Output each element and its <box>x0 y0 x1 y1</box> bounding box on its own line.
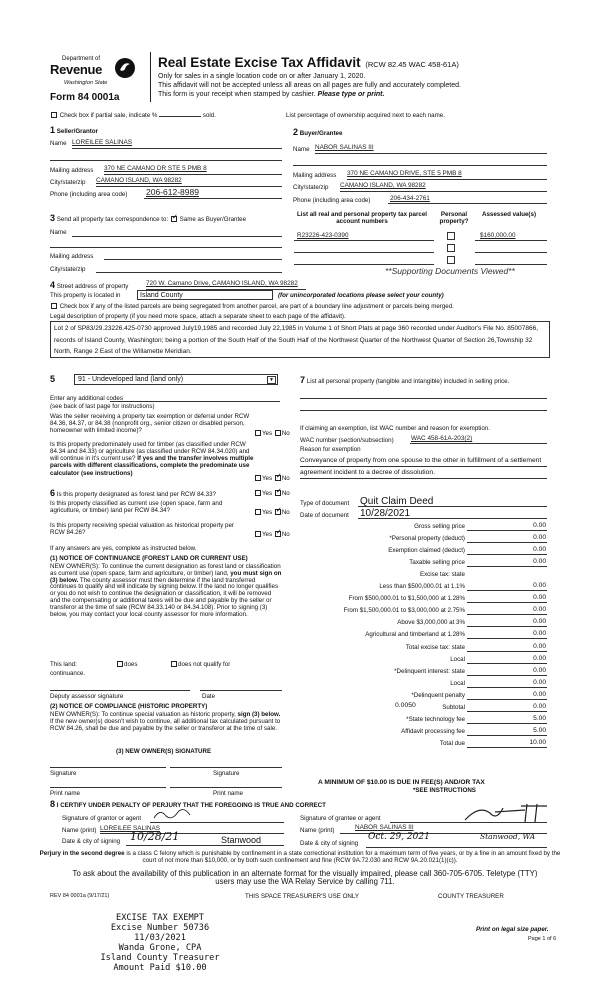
grantee-signature <box>455 800 555 824</box>
tax-row-label: Total due <box>439 740 465 747</box>
personal-header: Personal property? <box>439 211 469 226</box>
located-label: This property is located in <box>50 292 121 299</box>
seller-citystate-field[interactable]: CAMANO ISLAND, WA 98282 <box>96 177 182 184</box>
reason-label: Reason for exemption <box>300 446 361 453</box>
tax-row-label: Excise tax: state <box>419 571 465 578</box>
tax-row-value[interactable]: 0.00 <box>533 618 546 625</box>
tax-row-value[interactable]: 0.00 <box>533 594 546 601</box>
tax-row-value[interactable]: 0.00 <box>533 703 546 710</box>
grantor-name-label: Name (print) <box>62 827 97 834</box>
does-option: does <box>116 661 137 668</box>
s5-q2-options: Yes ✓ No <box>254 475 290 482</box>
tax-row-label: Local <box>450 656 465 663</box>
tax-row-label: Total excise tax: state <box>405 644 465 651</box>
buyer-citystate-field[interactable]: CAMANO ISLAND, WA 98282 <box>340 182 426 189</box>
tax-row-value[interactable]: 0.00 <box>533 534 546 541</box>
tax-row-label: Agricultural and timberland at 1.28% <box>365 631 465 638</box>
deputy-sig-label: Deputy assessor signature <box>50 693 124 700</box>
grantor-date-field[interactable]: 10/28/21 <box>130 830 180 843</box>
section-5-number: 5 <box>50 374 56 384</box>
this-land-label: This land: <box>50 661 77 668</box>
section-4-street-row: 4 Street address of property <box>50 280 129 290</box>
buyer-phone-label: Phone (including area code) <box>293 197 371 204</box>
grantee-date-city-label: Date & city of signing <box>300 840 359 847</box>
tax-row-value[interactable]: 0.00 <box>533 630 546 637</box>
s6-q3-no-checkbox[interactable] <box>275 531 281 537</box>
dept-of-label: Department of <box>62 56 101 62</box>
tax-row-value[interactable]: 5.00 <box>533 715 546 722</box>
accessibility-note: To ask about the availability of this publication in an alternate format for the visually impaired, please call 360-705-6705. Teletype (TTY) users may use the WA Relay Service by calling 711. <box>72 869 538 887</box>
seller-phone-field[interactable]: 206-612-8989 <box>146 187 199 197</box>
tax-row-label: Affidavit processing fee <box>401 728 465 735</box>
buyer-mailing-label: Mailing address <box>293 172 337 179</box>
same-as-buyer-label: Same as Buyer/Grantee <box>179 216 247 223</box>
form-title: Real Estate Excise Tax Affidavit <box>158 55 361 70</box>
s3-mailing-label: Mailing address <box>50 253 94 260</box>
grantee-name-field[interactable]: NABOR SALINAS III <box>355 824 414 831</box>
partial-sale-row <box>50 112 216 119</box>
perjury-notice: Perjury in the second degree is a class C felony which is punishable by confinement in a state correctional institution for a maximum term of five years, or by a fine in an amount fixed by the court of not more than $10,000, or by both such confinement and fine (RCW 9A.72.030 and RCW 9A.20.021(1)(c)). <box>39 850 561 864</box>
doc-type-field[interactable]: Quit Claim Deed <box>360 496 434 507</box>
s5-q1-no-checkbox[interactable] <box>275 430 281 436</box>
see-back-note: (see back of last page for instructions) <box>50 403 155 410</box>
s3-citystate-label: City/state/zip <box>50 266 86 273</box>
minimum-due-note: A MINIMUM OF $10.00 IS DUE IN FEE(S) AND/OR TAX <box>318 779 485 786</box>
assessed-header: Assessed value(s) <box>482 211 536 218</box>
tax-row-value[interactable]: 0.00 <box>533 643 546 650</box>
seller-citystate-label: City/state/zip <box>50 179 86 186</box>
section-3-row: 3 Send all property tax correspondence to: ✓ Same as Buyer/Grantee <box>50 213 246 223</box>
seller-mailing-field[interactable]: 370 NE CAMANO DR STE 5 PMB 8 <box>104 165 207 172</box>
buyer-phone-field[interactable]: 206-434-2761 <box>390 195 430 202</box>
notice-1-title: (1) NOTICE OF CONTINUANCE (FOREST LAND OR CURRENT USE) <box>50 555 248 562</box>
seller-name-label: Name <box>50 140 67 147</box>
county-treasurer-label: COUNTY TREASURER <box>438 893 504 900</box>
grantor-signature <box>150 806 210 822</box>
buyer-citystate-label: City/state/zip <box>293 184 329 191</box>
grantor-city-field[interactable]: Stanwood <box>221 835 262 845</box>
s6-q3-yes-checkbox[interactable] <box>255 531 261 537</box>
grantor-name-field[interactable]: LOREILEE SALINAS <box>100 825 161 832</box>
note-1: Only for sales in a single location code on or after January 1, 2020. <box>158 73 366 80</box>
tax-row-value[interactable]: 0.00 <box>533 691 546 698</box>
tax-row-value[interactable]: 0.00 <box>533 655 546 662</box>
ownership-note: List percentage of ownership acquired next to each name. <box>286 112 445 119</box>
if-any-yes-note: If any answers are yes, complete as instructed below. <box>50 545 197 552</box>
tax-row-label: Local <box>450 680 465 687</box>
wa-state-label: Washington State <box>64 80 108 86</box>
tax-row-value[interactable]: 5.00 <box>533 727 546 734</box>
located-note: (for unincorporated locations please select your county) <box>278 292 444 299</box>
s5-q1-options: Yes No <box>254 430 290 437</box>
s6-q2-options: Yes ✓ No <box>254 509 290 516</box>
grantor-date-city-label: Date & city of signing <box>62 838 121 845</box>
tax-row-value[interactable]: 0.00 <box>533 582 546 589</box>
tax-row-label: Subtotal <box>442 704 465 711</box>
doc-date-field[interactable]: 10/28/2021 <box>360 508 411 519</box>
exemption-label: If claiming an exemption, list WAC number and reason for exemption. <box>300 425 490 432</box>
tax-row-value[interactable]: 0.00 <box>533 667 546 674</box>
tax-row-value[interactable]: 0.00 <box>533 558 546 565</box>
legal-desc-label: Legal description of property (if you need more space, attach a separate sheet to each page of the affidavit). <box>50 313 346 320</box>
note-2: This affidavit will not be accepted unless all areas on all pages are fully and accurately completed. <box>158 82 461 89</box>
legal-paper-note: Print on legal size paper. <box>476 926 549 933</box>
tax-row-label: *Personal property (deduct) <box>389 535 465 542</box>
personal-checkbox-2[interactable] <box>447 244 455 252</box>
new-owner-sig-title: (3) NEW OWNER(S) SIGNATURE <box>116 748 212 755</box>
owner-signature-label-2: Signature <box>213 770 240 777</box>
buyer-name-field[interactable]: NABOR SALINAS III <box>315 144 374 151</box>
deputy-date-label: Date <box>202 693 216 700</box>
s6-q1-options: Yes ✓ No <box>254 490 290 497</box>
tax-row-label: *State technology fee <box>406 716 465 723</box>
supporting-docs-note: **Supporting Documents Viewed** <box>385 266 515 276</box>
tax-row-label: From $1,500,000.01 to $3,000,000 at 2.75% <box>343 607 465 614</box>
grantor-sig-label: Signature of grantor or agent <box>62 815 142 822</box>
tax-row-label: Above $3,000,000 at 3% <box>397 619 465 626</box>
form-citation: (RCW 82.45 WAC 458-61A) <box>365 60 459 69</box>
does-not-checkbox[interactable] <box>171 661 177 667</box>
section-7-row: 7 List all personal property (tangible and intangible) included in selling price. <box>300 375 510 385</box>
treasurer-use-label: THIS SPACE TREASURER'S USE ONLY <box>245 893 359 900</box>
does-checkbox[interactable] <box>117 661 123 667</box>
wa-logo-icon <box>114 57 136 79</box>
assessed-value-1[interactable]: $160,000.00 <box>480 232 516 239</box>
s6-question-3: Is this property receiving special valuation as historical property per RCW 84.26? <box>50 522 234 537</box>
personal-checkbox-3[interactable] <box>447 256 455 264</box>
see-instructions-note: *SEE INSTRUCTIONS <box>413 787 476 794</box>
buyer-name-label: Name <box>293 146 310 153</box>
buyer-mailing-field[interactable]: 370 NE CAMANO DRIVE, STE 5 PMB 8 <box>347 170 462 177</box>
s6-q2-yes-checkbox[interactable] <box>255 509 261 515</box>
s3-name-label: Name <box>50 229 67 236</box>
send-to-label: Send all property tax correspondence to: <box>56 216 169 223</box>
seller-heading: 1 Seller/Grantor <box>50 125 99 135</box>
street-label: Street address of property <box>56 283 129 290</box>
grantee-name-label: Name (print) <box>300 827 335 834</box>
does-not-option: does not qualify for <box>170 661 230 668</box>
s5-q2-no-checkbox[interactable] <box>275 475 281 481</box>
tax-row-value[interactable]: 0.00 <box>533 679 546 686</box>
revenue-label: Revenue <box>50 62 103 77</box>
doc-date-label: Date of document <box>300 512 349 519</box>
grantee-city-field[interactable]: Stanwood, WA <box>480 832 536 841</box>
s6-question-2: Is this property classified as current use (open space, farm and agriculture, or timber) land per RCW 84.34? <box>50 500 223 515</box>
s6-q1-yes-checkbox[interactable] <box>255 490 261 496</box>
page-number: Page 1 of 6 <box>528 936 557 942</box>
reason-field[interactable]: Conveyance of property from one spouse to the other in fulfillment of a settlement agreement incident to a decree of dissolution. <box>300 457 542 476</box>
owner-signature-label-1: Signature <box>50 770 77 777</box>
tax-row-value[interactable]: 0.00 <box>533 606 546 613</box>
s6-q2-no-checkbox[interactable] <box>275 509 281 515</box>
county-select[interactable]: Island County <box>137 290 273 300</box>
form-title-row <box>158 55 459 71</box>
form-number: Form 84 0001a <box>50 92 120 103</box>
wac-label: WAC number (section/subsection) <box>300 437 394 444</box>
segregation-checkbox[interactable] <box>51 303 57 309</box>
s5-question-1: Was the seller receiving a property tax exemption or deferral under RCW 84.36, 84.37, or 84.38 (nonprofit org., senior citizen or disabled person, homeowner with limited income)? <box>50 413 250 435</box>
seller-phone-label: Phone (including area code) <box>50 191 128 198</box>
additional-codes-label: Enter any additional codes <box>50 395 123 402</box>
segregation-row <box>50 303 454 310</box>
s6-q3-options: Yes ✓ No <box>254 531 290 538</box>
partial-sale-label: Check box if partial sale, indicate % <box>59 112 158 119</box>
s5-q2-yes-checkbox[interactable] <box>255 475 261 481</box>
parcel-number-1[interactable]: R23226-423-0390 <box>297 232 349 239</box>
tax-row-label: Gross selling price <box>414 523 465 530</box>
tax-row-label: *Delinquent penalty <box>411 692 465 699</box>
grantee-date-field[interactable]: Oct. 29, 2021 <box>368 832 430 842</box>
personal-checkbox-1[interactable] <box>447 232 455 240</box>
tax-row-label: Exemption claimed (deduct) <box>388 547 465 554</box>
certify-row: 8 I CERTIFY UNDER PENALTY OF PERJURY THAT THE FOREGOING IS TRUE AND CORRECT <box>50 799 326 809</box>
note-3-row <box>158 91 384 99</box>
tax-row-label: *Delinquent interest: state <box>394 668 465 675</box>
notice-1-text: NEW OWNER(S): To continue the current designation as forest land or classification as current use (open space, farm and agriculture, or timber) land, you must sign on (3) below. The county assessor must then determine if the land transferred continues to qualify and will indicate by signing below. If the land no longer qualifies or you do not wish to continue the designation or classification, it will be removed and the compensating or additional taxes will be due and payable by the seller or transferor at the time of sale (RCW 84.33.140 or 84.34.108). Prior to signing (3) below, you may contact your local county assessor for more information. <box>50 563 282 618</box>
print-name-label-1: Print name <box>50 790 80 797</box>
tax-row-label: Less than $500,000.01 at 1.1% <box>379 583 465 590</box>
continuance-label: continuance. <box>50 670 86 677</box>
buyer-heading: 2 Buyer/Grantee <box>293 127 343 137</box>
s6-q1-no-checkbox[interactable] <box>275 490 281 496</box>
same-as-buyer-checkbox[interactable] <box>171 216 177 222</box>
note-3-emph: Please type or print. <box>317 91 385 98</box>
s5-q1-yes-checkbox[interactable] <box>255 430 261 436</box>
dropdown-arrow-icon[interactable]: ▼ <box>267 376 276 384</box>
legal-description-field[interactable]: Lot 2 of SP83/29.23226.425-0730 approved July19,1985 and recorded July 22,1985 in Volume 1 of Short Plats at page 360 recorded under Auditor's File No. 85007866, records of Island County, Washington; being a portion of the South Half of the South Half of the Northwest Quarter of the Northwest Quarter of Section 26,Township 32 North, Range 2 East of the Willamette Meridian. <box>50 321 550 358</box>
seller-name-field[interactable]: LOREILEE SALINAS <box>72 139 133 146</box>
notice-2-text: NEW OWNER(S): To continue special valuation as historic property, sign (3) below. If the new owner(s) doesn't wish to continue, all additional tax calculated pursuant to RCW 84.26, shall be due and payable by the seller or transferor at the time of sale. <box>50 711 281 732</box>
excise-exempt-stamp: EXCISE TAX EXEMPT Excise Number 50736 11/03/2021 Wanda Grone, CPA Island County Treasurer Amount Paid $10.00 <box>100 913 220 973</box>
parcel-header: List all real and personal property tax parcel account numbers <box>297 211 427 226</box>
wac-number-field[interactable]: WAC 458-61A-203(2) <box>411 435 473 442</box>
partial-sale-suffix: sold. <box>202 112 216 119</box>
s5-question-2: Is this property predominately used for timber (as classified under RCW 84.34 and 84.33) or agriculture (as classified under RCW 84.34.020) and will continue in it's current use? If yes and the transfer involves multiple parcels with different classifications, complete the predominate use calculator (see instructions) <box>50 441 254 477</box>
s6-question-1: 6 Is this property designated as forest land per RCW 84.33? <box>50 488 216 498</box>
seller-mailing-label: Mailing address <box>50 167 94 174</box>
tax-row-value[interactable]: 10.00 <box>529 739 546 746</box>
land-use-select[interactable]: 91 - Undeveloped land (land only) ▼ <box>74 374 278 385</box>
street-address-field[interactable]: 720 W. Camano Drive, CAMANO ISLAND, WA 98282 <box>146 280 298 287</box>
local-rate-field[interactable]: 0.0050 <box>395 702 416 709</box>
grantee-sig-label: Signature of grantee or agent <box>300 815 381 822</box>
print-name-label-2: Print name <box>213 790 243 797</box>
notice-2-title: (2) NOTICE OF COMPLIANCE (HISTORIC PROPERTY) <box>50 703 208 710</box>
tax-row-label: From $500,000.01 to $1,500,000 at 1.28% <box>348 595 465 602</box>
tax-row-value[interactable]: 0.00 <box>533 546 546 553</box>
revision-label: REV 84 0001a (9/17/21) <box>50 893 110 899</box>
partial-sale-checkbox[interactable] <box>51 112 57 118</box>
segregation-label: Check box if any of the listed parcels are being segregated from another parcel, are part of a boundary line adjustment or parcels being merged. <box>59 303 454 310</box>
tax-row-value[interactable]: 0.00 <box>533 522 546 529</box>
note-3: This form is your receipt when stamped by cashier. <box>158 91 316 98</box>
tax-row-label: Taxable selling price <box>409 559 465 566</box>
doc-type-label: Type of document <box>300 500 350 507</box>
